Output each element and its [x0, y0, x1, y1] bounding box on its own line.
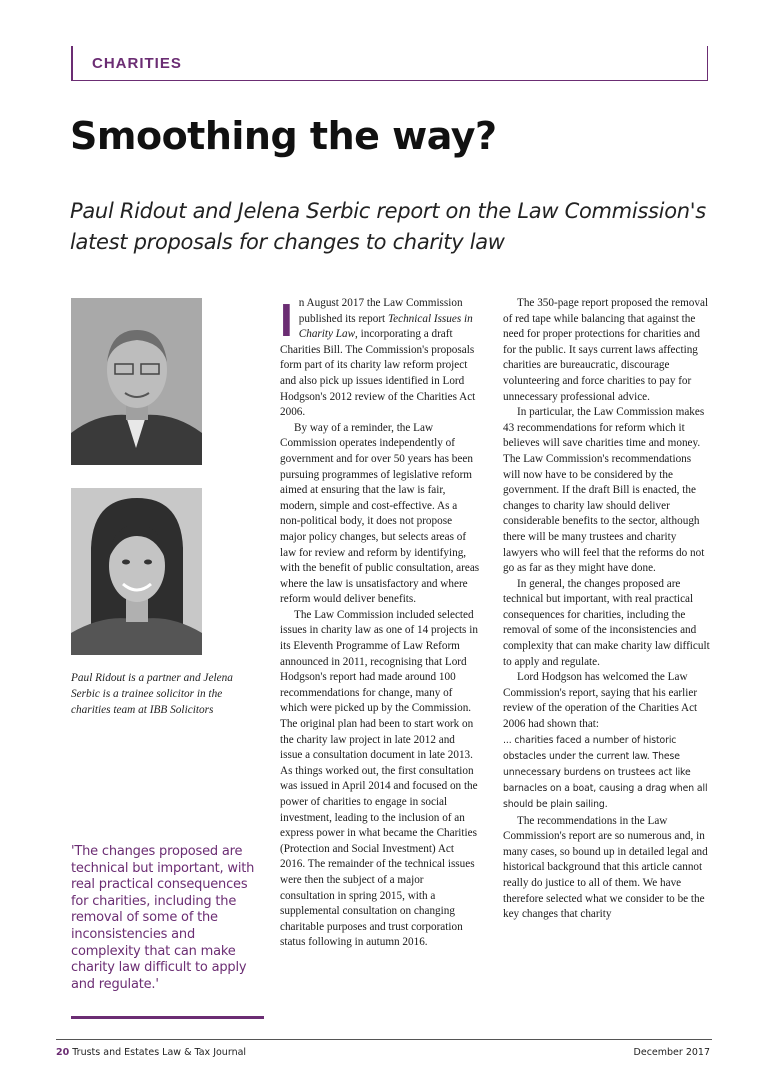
author-photo-paul-ridout — [71, 298, 202, 465]
section-label: CHARITIES — [92, 55, 182, 72]
page-number: 20 — [56, 1047, 70, 1058]
article-column-2 — [503, 296, 710, 923]
paragraph: In particular, the Law Commission makes 43 recommendations for reform which it believes will save charities time and money. The Law Commission's recommendations will now have to be considered by the government. If the draft Bill is enacted, the changes to charity law should deliver considerable benefits to the sector, although there will be many trustees and charity lawyers who will feel that the reforms do not go as far as they might have done. — [503, 406, 705, 575]
report-title: Technical Issues in Charity Law — [298, 312, 473, 341]
section-header-box — [71, 46, 708, 81]
paragraph: In general, the changes proposed are technical but important, with real practical consequences for charities, including the removal of some of the inconsistencies and complexity that can make charity law difficult to apply and regulate. — [503, 577, 710, 668]
intro-text-a: n August 2017 the Law Commission published its report — [298, 297, 463, 325]
drop-cap: I — [280, 294, 293, 346]
section-header-tick — [71, 46, 73, 81]
paragraph: The recommendations in the Law Commission's report are so numerous and, in many cases, so bound up in detailed legal and historical background that this article cannot really do justice to all of them. We have therefore selected what we consider to be the key changes that charity — [503, 814, 708, 921]
block-quote: ... charities faced a number of historic obstacles under the current law. These unnecessary burdens on trustees act like barnacles on a boat, causing a drag when all should be plain sailing. — [503, 734, 708, 811]
paragraph: By way of a reminder, the Law Commission operates independently of government and for over 50 years has been pursuing programmes of legislative reform aimed at ensuring that the law is fair, modern, simple and cost-effective. As a non-political body, it does not propose major policy changes, but selects areas of law for review and reform by identifying, with the benefit of public consultation, areas where the law is unsatisfactory and where reform would deliver benefits. — [280, 421, 480, 606]
article-column-1 — [280, 296, 480, 951]
intro-text-b: , incorporating a draft Charities Bill. The Commission's proposals form part of its charity law reform project and also pick up issues identified in Lord Hodgson's 2012 review of the Charities Act 2006. — [280, 328, 476, 419]
footer-date: December 2017 — [633, 1047, 710, 1058]
pull-quote: 'The changes proposed are technical but important, with real practical consequences for charities, including the removal of some of the inconsistencies and complexity that can make charity law difficult to apply and regulate.' — [71, 844, 255, 992]
paragraph: The 350-page report proposed the removal of red tape while balancing that against the need for proper protections for charities and for the public. It says current laws affecting charities are bureaucratic, discourage volunteering and force charities to pay for unnecessary professional advice. — [503, 297, 709, 403]
standfirst: Paul Ridout and Jelena Serbic report on the Law Commission's latest proposals for changes to charity law — [70, 199, 706, 254]
pull-quote-rule — [71, 1016, 264, 1019]
journal-name: Trusts and Estates Law & Tax Journal — [72, 1047, 247, 1058]
author-photo-jelena-serbic — [71, 488, 202, 655]
paragraph: Lord Hodgson has welcomed the Law Commission's report, saying that his earlier review of the operation of the Charities Act 2006 had shown that: — [503, 671, 698, 731]
paragraph-intro — [280, 296, 480, 421]
headline: Smoothing the way? — [70, 114, 497, 158]
author-caption: Paul Ridout is a partner and Jelena Serbic is a trainee solicitor in the charities team at IBB Solicitors — [71, 672, 233, 716]
footer-rule — [56, 1039, 712, 1040]
paragraph: The Law Commission included selected issues in charity law as one of 14 projects in its Eleventh Programme of Law Reform announced in 2011, recognising that Lord Hodgson's report had made around 100 recommendations for change, many of which were picked up by the Commission. The original plan had been to start work on the charity law project in late 2012 and issue a consultation document in late 2013. As things worked out, the first consultation was issued in April 2014 and focused on the power of charities to engage in social investment, leading to the inclusion of an express power in what became the Charities (Protection and Social Investment) Act 2016. The remainder of the technical issues were then the subject of a major consultation in spring 2015, with a supplemental consultation on changing charitable purposes and trust corporation status following in autumn 2016. — [280, 608, 478, 949]
footer-page-info — [56, 1047, 246, 1058]
